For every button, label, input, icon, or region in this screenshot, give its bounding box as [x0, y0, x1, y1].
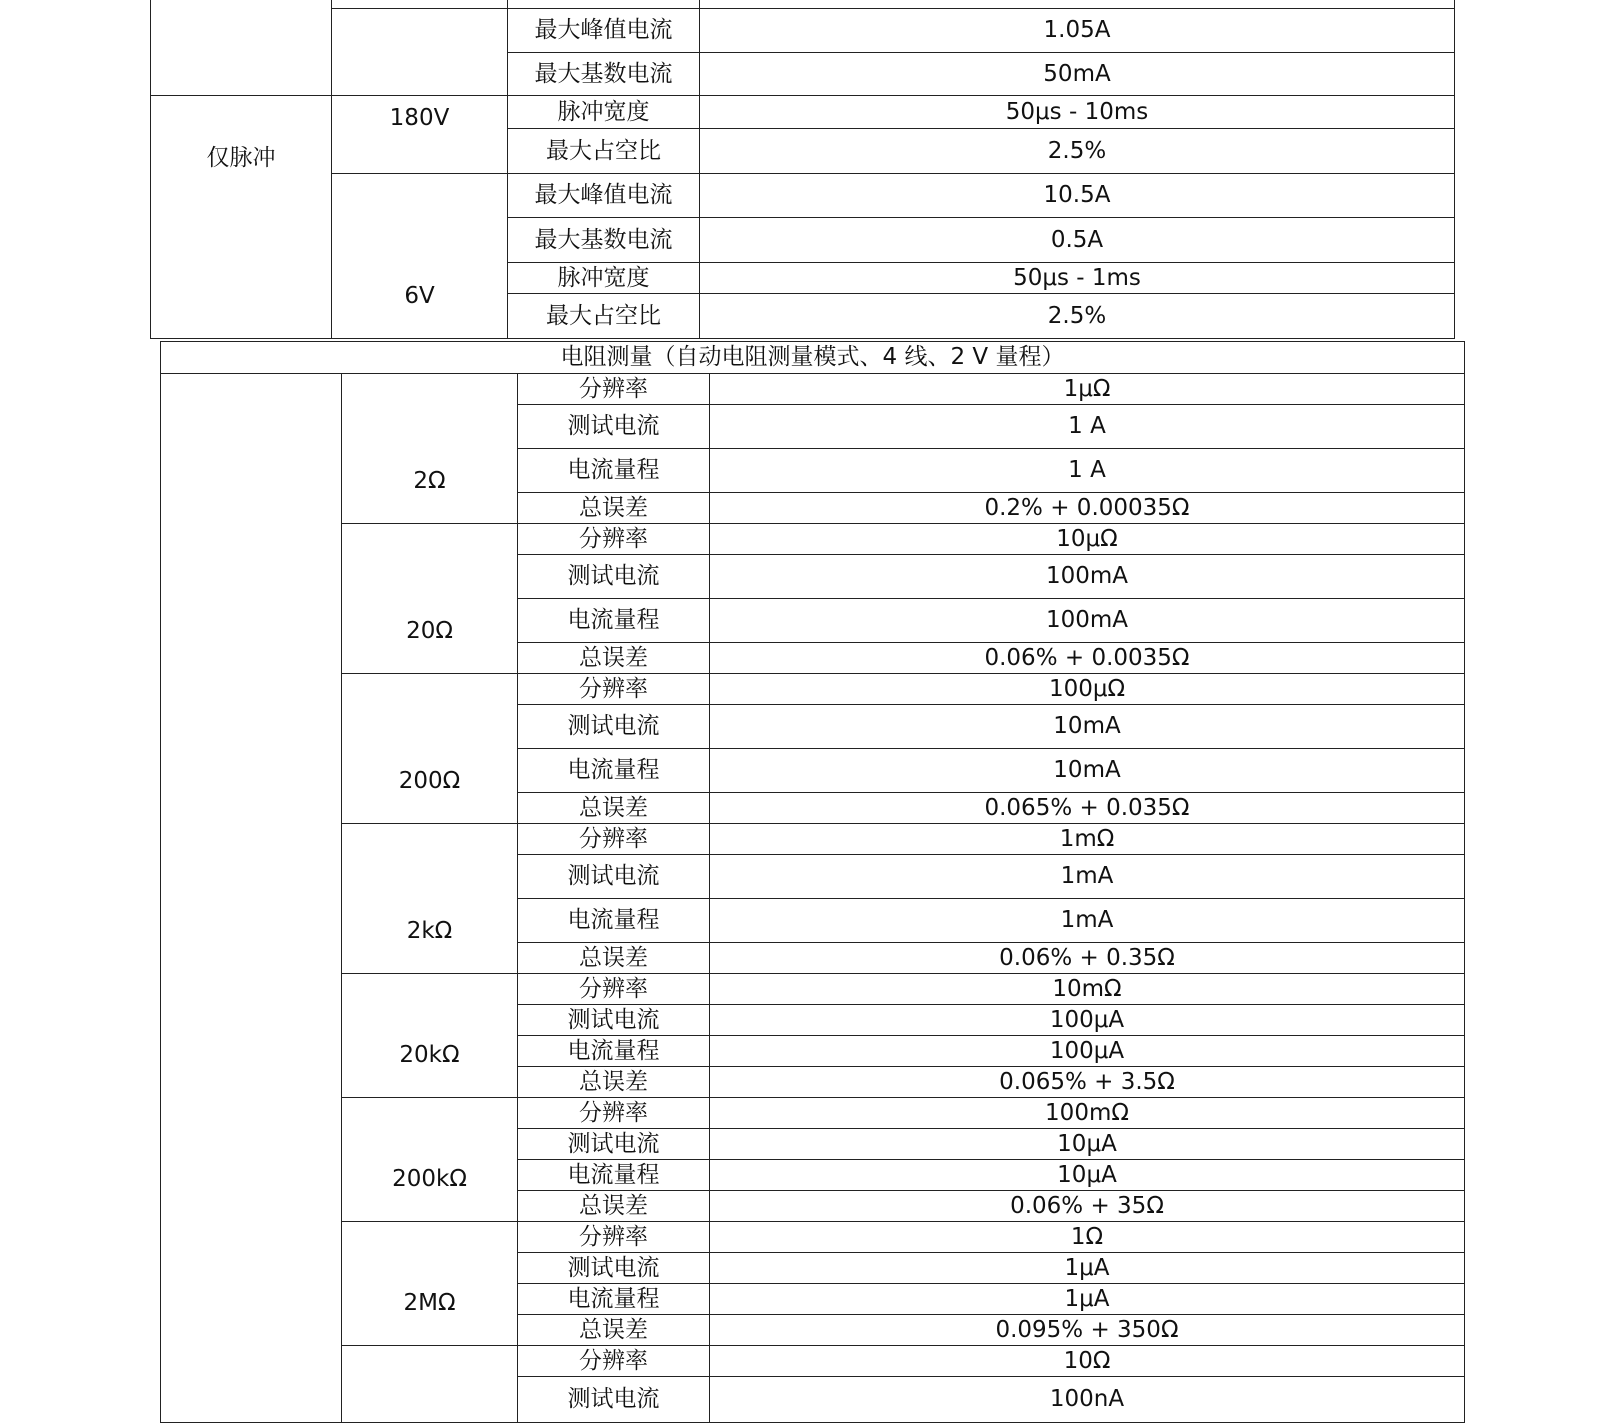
- param-cell: 电流量程: [518, 449, 710, 493]
- value-cell: 1mΩ: [710, 824, 1465, 855]
- param-cell: 最大占空比: [508, 129, 700, 174]
- value-cell: 100mA: [710, 599, 1465, 643]
- value-cell: 50μs - 1ms: [700, 263, 1455, 294]
- param-cell: 总误差: [518, 643, 710, 674]
- value-cell: 10μA: [710, 1129, 1465, 1160]
- param-cell: 测试电流: [518, 1253, 710, 1284]
- table-row: [161, 974, 1465, 1005]
- value-cell: 1 A: [710, 405, 1465, 449]
- empty-value-cell: [700, 0, 1455, 9]
- voltage-cell: 6V: [332, 174, 508, 339]
- range-cell: 2MΩ: [342, 1222, 518, 1346]
- table-row: [161, 342, 1465, 374]
- param-cell: 电流量程: [518, 1284, 710, 1315]
- param-cell: 分辨率: [518, 1098, 710, 1129]
- value-cell: 1.05A: [700, 9, 1455, 53]
- table-row: [151, 96, 1455, 129]
- param-cell: 最大峰值电流: [508, 9, 700, 53]
- param-cell: 测试电流: [518, 405, 710, 449]
- table-row: [161, 374, 1465, 405]
- value-cell: 1mA: [710, 899, 1465, 943]
- param-cell: 电流量程: [518, 1160, 710, 1191]
- resistance-spec-table: [160, 341, 1465, 1423]
- value-cell: 1mA: [710, 855, 1465, 899]
- table-row: [161, 824, 1465, 855]
- table-row: [161, 1346, 1465, 1377]
- param-cell: 测试电流: [518, 1005, 710, 1036]
- value-cell: 1μA: [710, 1284, 1465, 1315]
- param-cell: 分辨率: [518, 674, 710, 705]
- value-cell: 0.095% + 350Ω: [710, 1315, 1465, 1346]
- value-cell: 100nA: [710, 1377, 1465, 1423]
- empty-voltage-cell: [332, 9, 508, 96]
- value-cell: 10mA: [710, 705, 1465, 749]
- value-cell: 2.5%: [700, 294, 1455, 339]
- param-cell: 测试电流: [518, 705, 710, 749]
- range-cell: 20kΩ: [342, 974, 518, 1098]
- value-cell: 1μΩ: [710, 374, 1465, 405]
- range-cell: 200kΩ: [342, 1098, 518, 1222]
- table-row: [151, 174, 1455, 218]
- param-cell: 分辨率: [518, 974, 710, 1005]
- value-cell: 1Ω: [710, 1222, 1465, 1253]
- empty-voltage-cell: [332, 0, 508, 9]
- param-cell: 分辨率: [518, 1222, 710, 1253]
- value-cell: 100mΩ: [710, 1098, 1465, 1129]
- param-cell: 脉冲宽度: [508, 96, 700, 129]
- param-cell: 总误差: [518, 493, 710, 524]
- param-cell: 总误差: [518, 1067, 710, 1098]
- table-row: [161, 674, 1465, 705]
- table-row: [161, 1222, 1465, 1253]
- param-cell: 分辨率: [518, 524, 710, 555]
- range-cell: 200Ω: [342, 674, 518, 824]
- value-cell: 10Ω: [710, 1346, 1465, 1377]
- value-cell: 50mA: [700, 53, 1455, 96]
- value-cell: 0.06% + 0.0035Ω: [710, 643, 1465, 674]
- empty-mode-cell: [151, 0, 332, 96]
- value-cell: 0.06% + 0.35Ω: [710, 943, 1465, 974]
- value-cell: 1 A: [710, 449, 1465, 493]
- value-cell: 50μs - 10ms: [700, 96, 1455, 129]
- value-cell: 10μΩ: [710, 524, 1465, 555]
- param-cell: 分辨率: [518, 824, 710, 855]
- param-cell: 总误差: [518, 1191, 710, 1222]
- value-cell: 100mA: [710, 555, 1465, 599]
- value-cell: 10mΩ: [710, 974, 1465, 1005]
- pulse-spec-table: [150, 0, 1455, 339]
- table-row: [161, 1098, 1465, 1129]
- value-cell: 0.06% + 35Ω: [710, 1191, 1465, 1222]
- param-cell: 电流量程: [518, 749, 710, 793]
- param-cell: 测试电流: [518, 1377, 710, 1423]
- resistance-spec-body: [161, 342, 1465, 1423]
- value-cell: 0.5A: [700, 218, 1455, 263]
- param-cell: 最大峰值电流: [508, 174, 700, 218]
- param-cell: 电流量程: [518, 599, 710, 643]
- range-cell: [342, 1346, 518, 1423]
- pulse-spec-body: [151, 0, 1455, 339]
- value-cell: 10.5A: [700, 174, 1455, 218]
- value-cell: 0.2% + 0.00035Ω: [710, 493, 1465, 524]
- param-cell: 测试电流: [518, 1129, 710, 1160]
- param-cell: 测试电流: [518, 855, 710, 899]
- value-cell: 1μA: [710, 1253, 1465, 1284]
- value-cell: 10mA: [710, 749, 1465, 793]
- param-cell: 测试电流: [518, 555, 710, 599]
- range-cell: 2Ω: [342, 374, 518, 524]
- value-cell: 10μA: [710, 1160, 1465, 1191]
- value-cell: 100μA: [710, 1036, 1465, 1067]
- mode-cell: 仅脉冲: [151, 96, 332, 339]
- value-cell: 0.065% + 0.035Ω: [710, 793, 1465, 824]
- table-title: 电阻测量（自动电阻测量模式、4 线、2 V 量程）: [161, 342, 1465, 374]
- param-cell: 分辨率: [518, 374, 710, 405]
- param-cell: 分辨率: [518, 1346, 710, 1377]
- value-cell: 100μΩ: [710, 674, 1465, 705]
- empty-category-cell: [161, 374, 342, 1423]
- param-cell: 最大占空比: [508, 294, 700, 339]
- empty-param-cell: [508, 0, 700, 9]
- range-cell: 20Ω: [342, 524, 518, 674]
- param-cell: 总误差: [518, 1315, 710, 1346]
- voltage-cell: 180V: [332, 96, 508, 174]
- param-cell: 电流量程: [518, 899, 710, 943]
- param-cell: 总误差: [518, 943, 710, 974]
- param-cell: 最大基数电流: [508, 53, 700, 96]
- value-cell: 100μA: [710, 1005, 1465, 1036]
- table-row: [161, 524, 1465, 555]
- value-cell: 0.065% + 3.5Ω: [710, 1067, 1465, 1098]
- param-cell: 脉冲宽度: [508, 263, 700, 294]
- param-cell: 最大基数电流: [508, 218, 700, 263]
- param-cell: 电流量程: [518, 1036, 710, 1067]
- table-row: [151, 0, 1455, 9]
- range-cell: 2kΩ: [342, 824, 518, 974]
- param-cell: 总误差: [518, 793, 710, 824]
- table-row: [151, 9, 1455, 53]
- value-cell: 2.5%: [700, 129, 1455, 174]
